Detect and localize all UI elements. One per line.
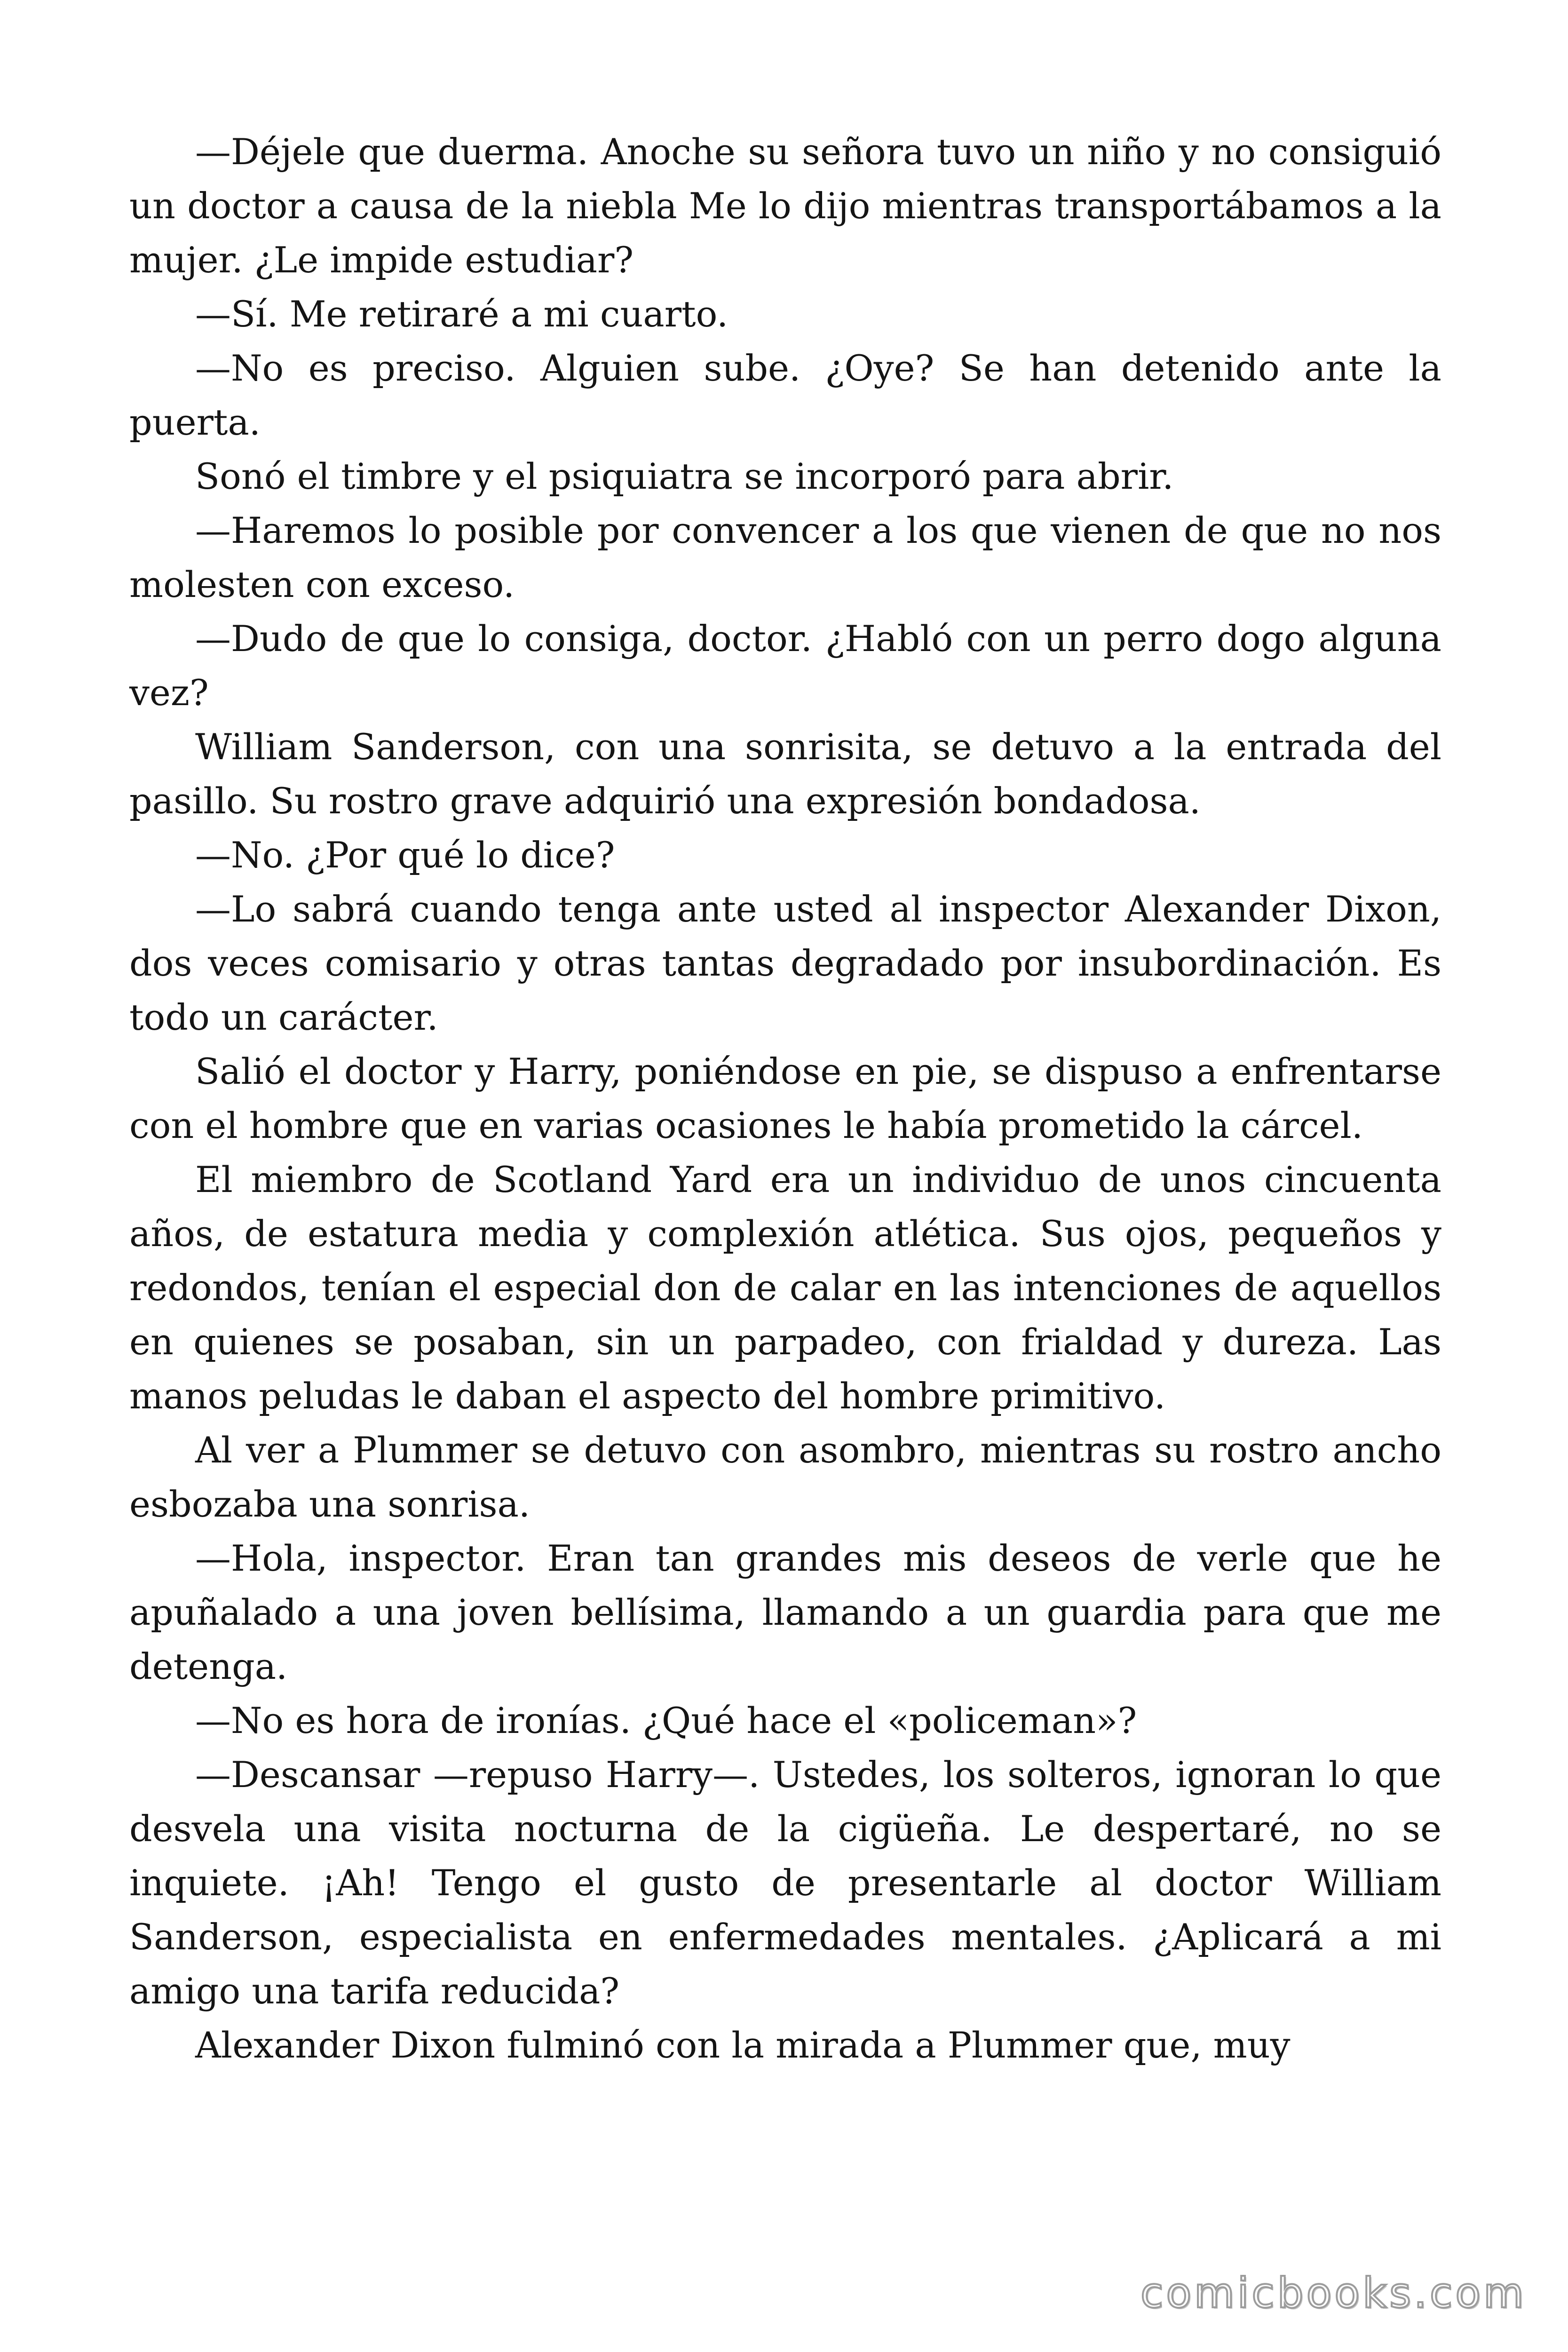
paragraph-7: William Sanderson, con una sonrisita, se detuvo a la entrada del pasillo. Su rostro grave adquirió una expresión bondadosa. [129,726,1441,822]
paragraph-16: Alexander Dixon fulminó con la mirada a Plummer que, muy [195,2024,1291,2066]
paragraph-2: —Sí. Me retiraré a mi cuarto. [195,293,729,335]
paragraph-3: —No es preciso. Alguien sube. ¿Oye? Se han detenido ante la puerta. [129,347,1441,443]
paragraph-12: Al ver a Plummer se detuvo con asombro, mientras su rostro ancho esbozaba una sonrisa. [129,1429,1441,1525]
paragraph-1: —Déjele que duerma. Anoche su señora tuvo un niño y no consiguió un doctor a causa de la niebla Me lo dijo mientras transportábamos a la mujer. ¿Le impide estudiar? [129,131,1441,281]
paragraph-5: —Haremos lo posible por convencer a los que vienen de que no nos molesten con exceso. [129,509,1441,605]
body-text [129,125,1441,2072]
site-watermark: comicbooks.com [1140,2269,1527,2317]
paragraph-14: —No es hora de ironías. ¿Qué hace el «policeman»? [195,1700,1137,1741]
paragraph-8: —No. ¿Por qué lo dice? [195,834,615,876]
paragraph-6: —Dudo de que lo consiga, doctor. ¿Habló con un perro dogo alguna vez? [129,618,1441,714]
paragraph-9: —Lo sabrá cuando tenga ante usted al inspector Alexander Dixon, dos veces comisario y otras tantas degradado por insubordinación. Es todo un carácter. [129,888,1441,1038]
paragraph-11: El miembro de Scotland Yard era un individuo de unos cincuenta años, de estatura media y complexión atlética. Sus ojos, pequeños y redondos, tenían el especial don de calar en las intenciones de aquellos en quienes se posaban, sin un parpadeo, con frialdad y dureza. Las manos peludas le daban el aspecto del hombre primitivo. [129,1159,1441,1417]
paragraph-15: —Descansar —repuso Harry—. Ustedes, los solteros, ignoran lo que desvela una visita nocturna de la cigüeña. Le despertaré, no se inquiete. ¡Ah! Tengo el gusto de presentarle al doctor William Sanderson, especialista en enfermedades mentales. ¿Aplicará a mi amigo una tarifa reducida? [129,1754,1441,2012]
paragraph-10: Salió el doctor y Harry, poniéndose en pie, se dispuso a enfrentarse con el hombre que en varias ocasiones le había prometido la cárcel. [129,1050,1441,1146]
paragraph-13: —Hola, inspector. Eran tan grandes mis deseos de verle que he apuñalado a una joven bellísima, llamando a un guardia para que me detenga. [129,1537,1441,1687]
paragraph-4: Sonó el timbre y el psiquiatra se incorporó para abrir. [195,455,1174,497]
